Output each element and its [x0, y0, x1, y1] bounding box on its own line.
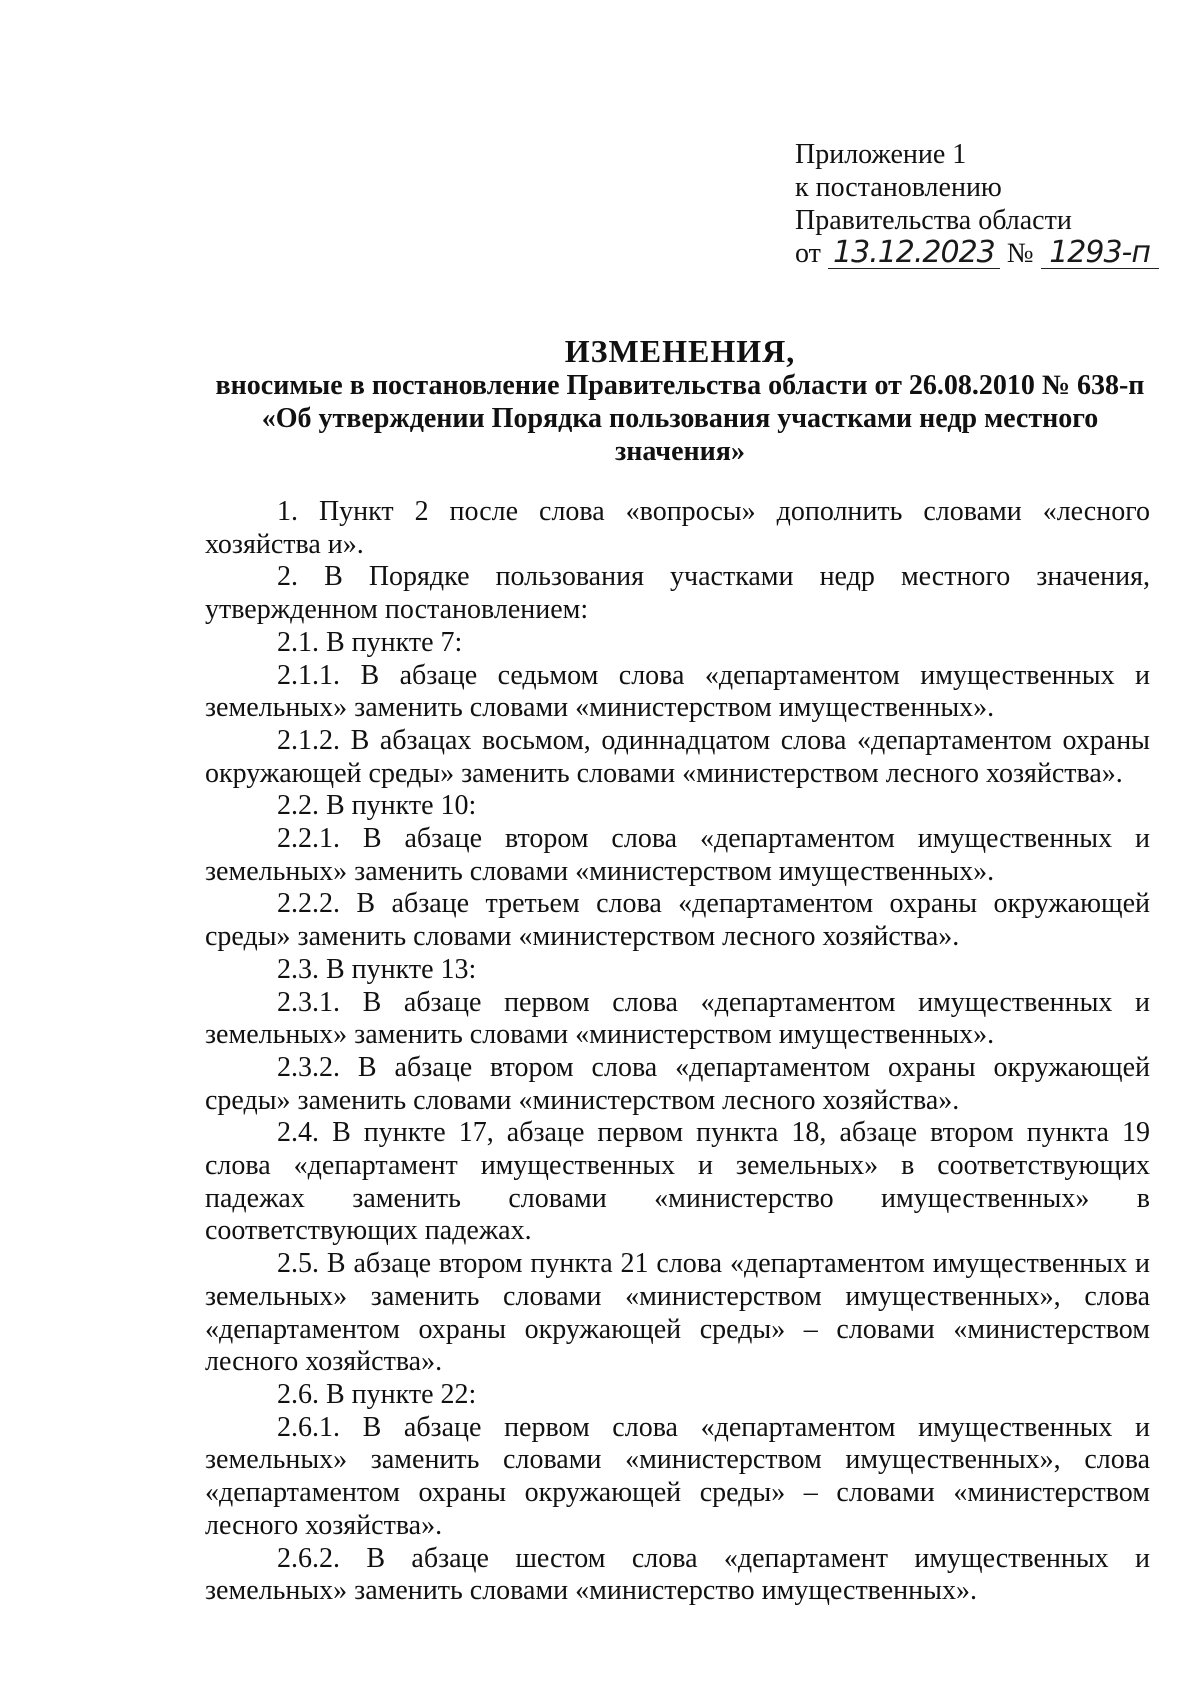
appendix-line-3: Правительства области — [795, 205, 1072, 236]
paragraph: 2.3. В пункте 13: — [277, 953, 477, 985]
from-label: от — [795, 238, 821, 269]
paragraph: 2.3.2. В абзаце втором слова «департаментом охраны окружающей среды» заменить словами «министерством лесного хозяйства». — [205, 1051, 1150, 1116]
paragraph: 2.6. В пункте 22: — [277, 1378, 477, 1410]
paragraph: 2.2.1. В абзаце втором слова «департаментом имущественных и земельных» заменить словами «министерством имущественных». — [205, 823, 1150, 887]
document-title — [200, 333, 1160, 468]
paragraph: 1. Пункт 2 после слова «вопросы» дополнить словами «лесного хозяйства и». — [205, 496, 1150, 560]
title-heading: ИЗМЕНЕНИЯ, — [564, 333, 796, 369]
appendix-line-1: Приложение 1 — [795, 139, 967, 170]
paragraph: 2.2.2. В абзаце третьем слова «департаментом охраны окружающей среды» заменить словами «министерством лесного хозяйства». — [205, 888, 1150, 953]
document-body — [205, 496, 1150, 1608]
paragraph: 2.6.1. В абзаце первом слова «департаментом имущественных и земельных» заменить словами «министерством имущественных», слова «департаментом охраны окружающей среды» – словами «министерством лесного хозяйства». — [205, 1411, 1150, 1541]
appendix-line-2: к постановлению — [795, 172, 1002, 203]
appendix-line-4 — [795, 237, 1175, 270]
paragraph: 2.1.1. В абзаце седьмом слова «департаментом имущественных и земельных» заменить словами «министерством имущественных». — [205, 659, 1150, 724]
paragraph: 2.4. В пункте 17, абзаце первом пункта 18, абзаце втором пункта 19 слова «департамент имущественных и земельных» в соответствующих падежах заменить словами «министерство имущественных» в соответствующих падежах. — [205, 1117, 1150, 1247]
paragraph: 2.1.2. В абзацах восьмом, одиннадцатом слова «департаментом охраны окружающей среды» заменить словами «министерством лесного хозяйства». — [205, 724, 1150, 789]
paragraph: 2.2. В пункте 10: — [277, 790, 477, 822]
paragraph: 2.5. В абзаце втором пункта 21 слова «департаментом имущественных и земельных» заменить словами «министерством имущественных», слова «департаментом охраны окружающей среды» – словами «министерством лесного хозяйства». — [205, 1248, 1150, 1378]
paragraph: 2. В Порядке пользования участками недр местного значения, утвержденном постановлением: — [205, 561, 1150, 626]
appendix-stamp — [795, 138, 1175, 270]
paragraph: 2.3.1. В абзаце первом слова «департаментом имущественных и земельных» заменить словами «министерством имущественных». — [205, 986, 1150, 1051]
handwritten-date: 13.12.2023 — [828, 238, 1000, 269]
paragraph: 2.6.2. В абзаце шестом слова «департамент имущественных и земельных» заменить словами «министерство имущественных». — [205, 1542, 1150, 1607]
title-line-2: «Об утверждении Порядка пользования участками недр местного — [261, 403, 1099, 434]
title-line-1: вносимые в постановление Правительства области от 26.08.2010 № 638-п — [215, 370, 1145, 401]
number-label: № — [1006, 238, 1034, 269]
title-line-3: значения» — [615, 436, 745, 467]
paragraph: 2.1. В пункте 7: — [277, 626, 463, 658]
handwritten-number: 1293-п — [1041, 238, 1159, 269]
